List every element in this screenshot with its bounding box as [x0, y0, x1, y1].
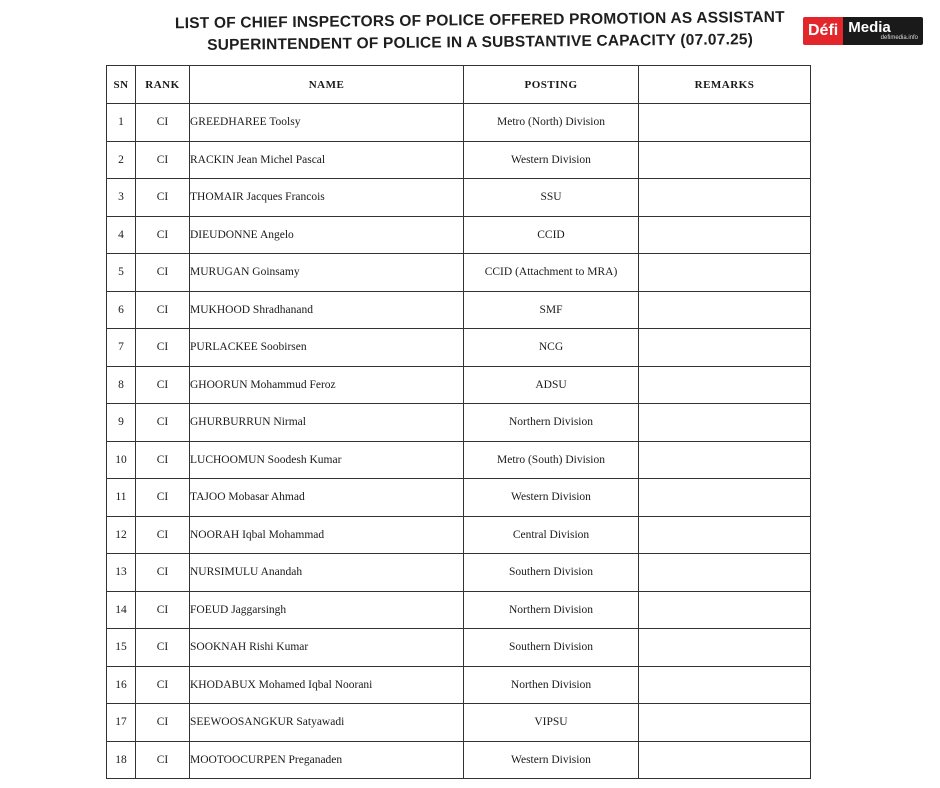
rank-cell: CI	[136, 666, 190, 704]
logo-media-block	[843, 17, 923, 45]
remarks-cell	[639, 629, 811, 667]
table-row	[107, 254, 811, 292]
remarks-cell	[639, 179, 811, 217]
remarks-cell	[639, 404, 811, 442]
name-cell: LUCHOOMUN Soodesh Kumar	[190, 441, 464, 479]
name-cell: FOEUD Jaggarsingh	[190, 591, 464, 629]
name-cell: KHODABUX Mohamed Iqbal Noorani	[190, 666, 464, 704]
rank-cell: CI	[136, 254, 190, 292]
document-title	[160, 7, 800, 58]
defimedia-logo	[803, 17, 923, 45]
promotion-table	[106, 65, 811, 779]
remarks-cell	[639, 516, 811, 554]
sn-cell: 14	[107, 591, 136, 629]
sn-cell: 10	[107, 441, 136, 479]
name-cell: SOOKNAH Rishi Kumar	[190, 629, 464, 667]
sn-cell: 8	[107, 366, 136, 404]
sn-cell: 15	[107, 629, 136, 667]
name-cell: NOORAH Iqbal Mohammad	[190, 516, 464, 554]
name-cell: THOMAIR Jacques Francois	[190, 179, 464, 217]
sn-cell: 6	[107, 291, 136, 329]
rank-cell: CI	[136, 366, 190, 404]
table-row	[107, 329, 811, 367]
table-row	[107, 629, 811, 667]
rank-cell: CI	[136, 516, 190, 554]
sn-cell: 17	[107, 704, 136, 742]
name-cell: TAJOO Mobasar Ahmad	[190, 479, 464, 517]
remarks-cell	[639, 666, 811, 704]
name-cell: RACKIN Jean Michel Pascal	[190, 141, 464, 179]
header-posting: POSTING	[464, 66, 639, 104]
remarks-cell	[639, 591, 811, 629]
header-name: NAME	[190, 66, 464, 104]
remarks-cell	[639, 741, 811, 779]
name-cell: GREEDHAREE Toolsy	[190, 104, 464, 142]
sn-cell: 9	[107, 404, 136, 442]
posting-cell: Central Division	[464, 516, 639, 554]
sn-cell: 7	[107, 329, 136, 367]
table-header-row	[107, 66, 811, 104]
posting-cell: Northen Division	[464, 666, 639, 704]
sn-cell: 18	[107, 741, 136, 779]
posting-cell: Southern Division	[464, 554, 639, 592]
posting-cell: Metro (South) Division	[464, 441, 639, 479]
table-row	[107, 104, 811, 142]
remarks-cell	[639, 254, 811, 292]
table-row	[107, 291, 811, 329]
table-body	[107, 104, 811, 779]
title-line-1: LIST OF CHIEF INSPECTORS OF POLICE OFFERED PROMOTION AS ASSISTANT	[174, 8, 785, 33]
logo-url-text: defimedia.info	[880, 34, 918, 41]
title-line-2: SUPERINTENDENT OF POLICE IN A SUBSTANTIVE CAPACITY (07.07.25)	[207, 31, 754, 54]
sn-cell: 11	[107, 479, 136, 517]
rank-cell: CI	[136, 629, 190, 667]
remarks-cell	[639, 366, 811, 404]
name-cell: MURUGAN Goinsamy	[190, 254, 464, 292]
remarks-cell	[639, 329, 811, 367]
rank-cell: CI	[136, 591, 190, 629]
table-row	[107, 366, 811, 404]
remarks-cell	[639, 704, 811, 742]
rank-cell: CI	[136, 141, 190, 179]
remarks-cell	[639, 141, 811, 179]
name-cell: NURSIMULU Anandah	[190, 554, 464, 592]
name-cell: SEEWOOSANGKUR Satyawadi	[190, 704, 464, 742]
table-row	[107, 554, 811, 592]
rank-cell: CI	[136, 291, 190, 329]
posting-cell: SSU	[464, 179, 639, 217]
remarks-cell	[639, 216, 811, 254]
posting-cell: Metro (North) Division	[464, 104, 639, 142]
name-cell: DIEUDONNE Angelo	[190, 216, 464, 254]
remarks-cell	[639, 441, 811, 479]
header-rank: RANK	[136, 66, 190, 104]
table-row	[107, 404, 811, 442]
rank-cell: CI	[136, 741, 190, 779]
table-row	[107, 741, 811, 779]
sn-cell: 4	[107, 216, 136, 254]
posting-cell: NCG	[464, 329, 639, 367]
rank-cell: CI	[136, 404, 190, 442]
posting-cell: Northern Division	[464, 404, 639, 442]
posting-cell: Western Division	[464, 741, 639, 779]
table-row	[107, 179, 811, 217]
header-sn: SN	[107, 66, 136, 104]
posting-cell: Northern Division	[464, 591, 639, 629]
table-row	[107, 441, 811, 479]
sn-cell: 16	[107, 666, 136, 704]
logo-media-text: Media	[848, 18, 891, 36]
table-row	[107, 479, 811, 517]
posting-cell: Western Division	[464, 479, 639, 517]
sn-cell: 2	[107, 141, 136, 179]
logo-defi-text: Défi	[803, 17, 843, 45]
posting-cell: Southern Division	[464, 629, 639, 667]
table-row	[107, 704, 811, 742]
rank-cell: CI	[136, 441, 190, 479]
table-row	[107, 141, 811, 179]
posting-cell: Western Division	[464, 141, 639, 179]
name-cell: MOOTOOCURPEN Preganaden	[190, 741, 464, 779]
table-row	[107, 216, 811, 254]
sn-cell: 13	[107, 554, 136, 592]
rank-cell: CI	[136, 329, 190, 367]
posting-cell: CCID	[464, 216, 639, 254]
rank-cell: CI	[136, 554, 190, 592]
sn-cell: 1	[107, 104, 136, 142]
name-cell: GHURBURRUN Nirmal	[190, 404, 464, 442]
posting-cell: CCID (Attachment to MRA)	[464, 254, 639, 292]
header-remarks: REMARKS	[639, 66, 811, 104]
sn-cell: 3	[107, 179, 136, 217]
name-cell: MUKHOOD Shradhanand	[190, 291, 464, 329]
posting-cell: VIPSU	[464, 704, 639, 742]
name-cell: PURLACKEE Soobirsen	[190, 329, 464, 367]
posting-cell: SMF	[464, 291, 639, 329]
sn-cell: 5	[107, 254, 136, 292]
sn-cell: 12	[107, 516, 136, 554]
table-row	[107, 516, 811, 554]
name-cell: GHOORUN Mohammud Feroz	[190, 366, 464, 404]
rank-cell: CI	[136, 104, 190, 142]
rank-cell: CI	[136, 704, 190, 742]
remarks-cell	[639, 291, 811, 329]
rank-cell: CI	[136, 216, 190, 254]
rank-cell: CI	[136, 179, 190, 217]
table-row	[107, 666, 811, 704]
remarks-cell	[639, 104, 811, 142]
posting-cell: ADSU	[464, 366, 639, 404]
remarks-cell	[639, 479, 811, 517]
remarks-cell	[639, 554, 811, 592]
rank-cell: CI	[136, 479, 190, 517]
table-row	[107, 591, 811, 629]
